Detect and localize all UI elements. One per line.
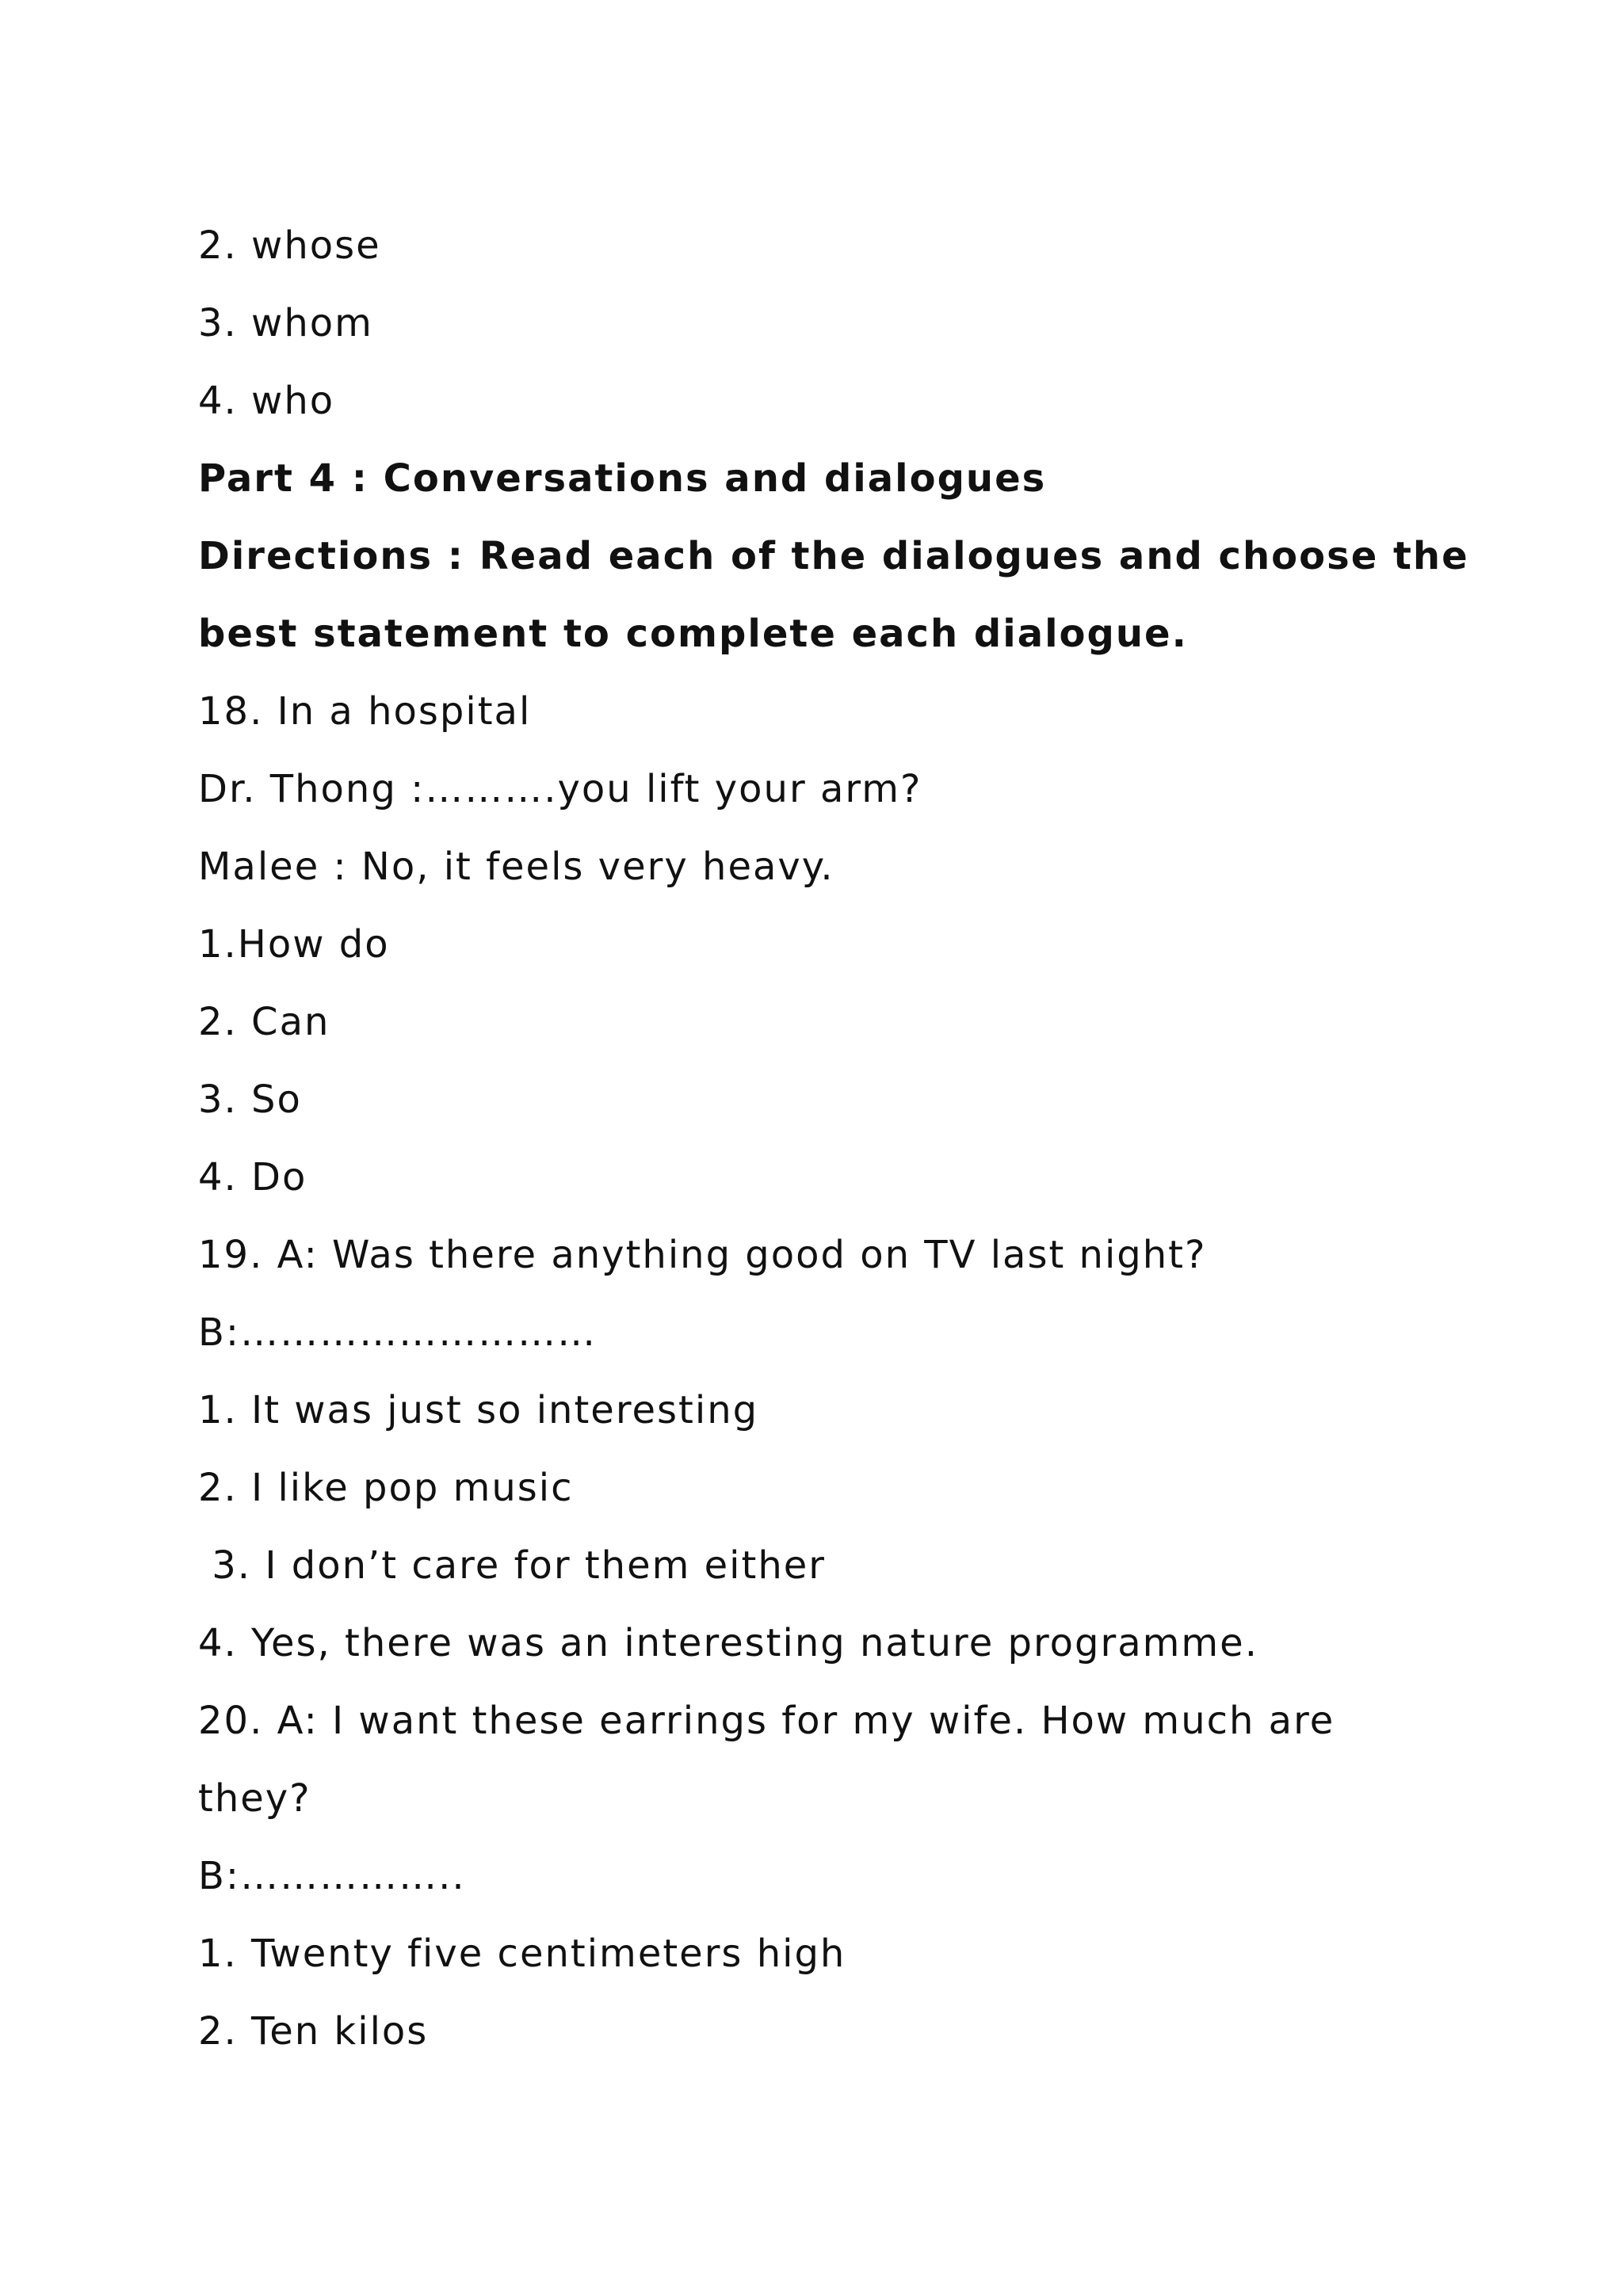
question-18-dialogue-b: Malee : No, it feels very heavy.: [198, 845, 834, 889]
question-18-option-1: 1.How do: [198, 922, 390, 967]
option-4-who: 4. who: [198, 379, 335, 423]
question-20-option-1: 1. Twenty five centimeters high: [198, 1932, 846, 1976]
question-18-dialogue-a: Dr. Thong :……….you lift your arm?: [198, 767, 922, 811]
section-heading: Part 4 : Conversations and dialogues: [198, 456, 1047, 501]
question-19-option-3: 3. I don’t care for them either: [198, 1543, 827, 1588]
option-3-whom: 3. whom: [198, 301, 373, 345]
directions-line-1: Directions : Read each of the dialogues and choose the: [198, 534, 1469, 578]
question-19-title: 19. A: Was there anything good on TV last night?: [198, 1233, 1207, 1277]
question-20-answer-blank: B:……………..: [198, 1854, 466, 1898]
question-18-title: 18. In a hospital: [198, 689, 532, 734]
question-20-title-line-1: 20. A: I want these earrings for my wife. How much are: [198, 1699, 1335, 1743]
question-18-option-4: 4. Do: [198, 1155, 307, 1199]
question-19-answer-blank: B:………………………: [198, 1310, 598, 1355]
directions-line-2: best statement to complete each dialogue.: [198, 612, 1188, 656]
question-20-title-line-2: they?: [198, 1776, 311, 1821]
question-18-option-2: 2. Can: [198, 1000, 330, 1044]
question-19-option-1: 1. It was just so interesting: [198, 1388, 759, 1432]
question-19-option-4: 4. Yes, there was an interesting nature programme.: [198, 1621, 1258, 1665]
question-19-option-2: 2. I like pop music: [198, 1466, 574, 1510]
option-2-whose: 2. whose: [198, 223, 381, 268]
question-18-option-3: 3. So: [198, 1077, 302, 1122]
question-20-option-2: 2. Ten kilos: [198, 2009, 429, 2054]
